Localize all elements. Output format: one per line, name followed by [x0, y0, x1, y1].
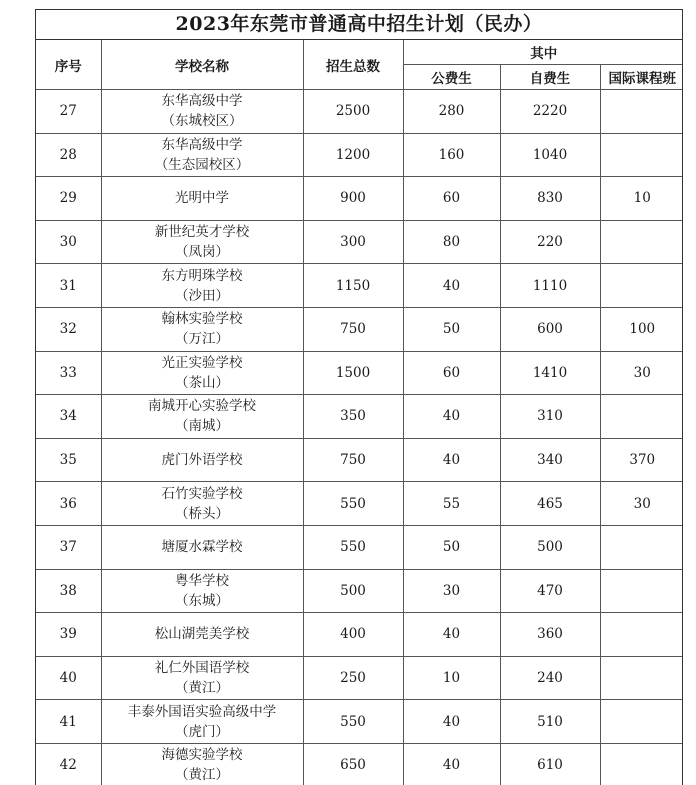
row-self: 310: [500, 395, 600, 439]
table-row: [36, 351, 683, 395]
row-intl: [600, 613, 683, 657]
row-public: 40: [403, 395, 500, 439]
row-total: 350: [303, 395, 403, 439]
table-row: [36, 482, 683, 526]
school-campus: （南城）: [175, 418, 229, 435]
row-self: 220: [500, 220, 600, 264]
row-school: [101, 351, 303, 395]
row-self: 240: [500, 656, 600, 700]
row-intl: [600, 133, 683, 177]
row-public: 40: [403, 438, 500, 482]
table-row: [36, 569, 683, 613]
table-row: [36, 438, 683, 482]
school-name: 光正实验学校: [161, 354, 243, 371]
row-intl: [600, 264, 683, 308]
row-self: 360: [500, 613, 600, 657]
school-name: 南城开心实验学校: [148, 398, 256, 415]
row-total: 1200: [303, 133, 403, 177]
header-index: 序号: [36, 40, 101, 90]
row-index: 36: [36, 482, 101, 526]
row-index: 28: [36, 133, 101, 177]
row-school: [101, 743, 303, 785]
row-total: 900: [303, 177, 403, 221]
row-index: 31: [36, 264, 101, 308]
row-total: 400: [303, 613, 403, 657]
row-total: 1150: [303, 264, 403, 308]
row-self: 2220: [500, 90, 600, 134]
school-campus: （万江）: [175, 331, 229, 348]
school-name: 光明中学: [175, 190, 229, 207]
row-school: [101, 569, 303, 613]
row-public: 40: [403, 700, 500, 744]
row-school: [101, 395, 303, 439]
row-self: 340: [500, 438, 600, 482]
row-public: 50: [403, 307, 500, 351]
school-name: 石竹实验学校: [161, 485, 243, 502]
enrollment-table-sheet: [35, 9, 683, 785]
row-total: 550: [303, 482, 403, 526]
row-public: 55: [403, 482, 500, 526]
row-intl: [600, 569, 683, 613]
enrollment-table: [36, 40, 683, 785]
header-public: 公费生: [403, 65, 500, 90]
table-row: [36, 90, 683, 134]
row-intl: [600, 700, 683, 744]
school-name: 东华高级中学: [161, 136, 243, 153]
school-name: 松山湖莞美学校: [154, 626, 250, 643]
row-self: 830: [500, 177, 600, 221]
row-index: 41: [36, 700, 101, 744]
header-group: 其中: [403, 40, 683, 65]
row-public: 50: [403, 525, 500, 569]
table-row: [36, 525, 683, 569]
row-intl: [600, 656, 683, 700]
row-index: 33: [36, 351, 101, 395]
row-index: 40: [36, 656, 101, 700]
row-self: 470: [500, 569, 600, 613]
row-school: [101, 438, 303, 482]
table-title: 2023年东莞市普通高中招生计划（民办）: [36, 10, 682, 40]
row-intl: 370: [600, 438, 683, 482]
table-row: [36, 395, 683, 439]
table-body: [36, 90, 683, 785]
row-school: [101, 700, 303, 744]
school-campus: （黄江）: [175, 767, 229, 784]
school-name: 翰林实验学校: [161, 311, 243, 328]
row-self: 1110: [500, 264, 600, 308]
school-campus: （凤岗）: [175, 244, 229, 261]
row-index: 37: [36, 525, 101, 569]
row-self: 1040: [500, 133, 600, 177]
row-school: [101, 133, 303, 177]
row-school: [101, 525, 303, 569]
row-total: 500: [303, 569, 403, 613]
row-total: 300: [303, 220, 403, 264]
table-row: [36, 264, 683, 308]
row-total: 1500: [303, 351, 403, 395]
row-school: [101, 307, 303, 351]
row-index: 42: [36, 743, 101, 785]
row-public: 40: [403, 264, 500, 308]
row-self: 1410: [500, 351, 600, 395]
row-intl: 10: [600, 177, 683, 221]
row-index: 30: [36, 220, 101, 264]
table-row: [36, 220, 683, 264]
row-index: 29: [36, 177, 101, 221]
table-row: [36, 177, 683, 221]
header-row-top: [36, 40, 683, 65]
school-name: 礼仁外国语学校: [154, 660, 250, 677]
row-public: 30: [403, 569, 500, 613]
school-name: 东方明珠学校: [161, 267, 243, 284]
table-row: [36, 743, 683, 785]
row-public: 40: [403, 613, 500, 657]
row-intl: 100: [600, 307, 683, 351]
row-public: 80: [403, 220, 500, 264]
school-name: 东华高级中学: [161, 93, 243, 110]
row-self: 500: [500, 525, 600, 569]
row-total: 250: [303, 656, 403, 700]
school-campus: （生态园校区）: [154, 156, 250, 173]
row-self: 465: [500, 482, 600, 526]
row-school: [101, 656, 303, 700]
row-total: 750: [303, 438, 403, 482]
table-row: [36, 133, 683, 177]
row-index: 34: [36, 395, 101, 439]
row-index: 38: [36, 569, 101, 613]
row-public: 40: [403, 743, 500, 785]
row-intl: [600, 743, 683, 785]
header-total: 招生总数: [303, 40, 403, 90]
row-intl: [600, 525, 683, 569]
school-campus: （桥头）: [175, 505, 229, 522]
row-index: 27: [36, 90, 101, 134]
school-campus: （茶山）: [175, 374, 229, 391]
table-row: [36, 307, 683, 351]
school-name: 粤华学校: [175, 572, 229, 589]
row-index: 35: [36, 438, 101, 482]
row-public: 60: [403, 177, 500, 221]
row-school: [101, 177, 303, 221]
school-campus: （东城校区）: [161, 113, 243, 130]
header-intl: 国际课程班: [600, 65, 683, 90]
row-total: 550: [303, 525, 403, 569]
row-total: 550: [303, 700, 403, 744]
school-campus: （虎门）: [175, 723, 229, 740]
row-school: [101, 613, 303, 657]
row-school: [101, 264, 303, 308]
row-total: 650: [303, 743, 403, 785]
row-intl: [600, 220, 683, 264]
row-total: 2500: [303, 90, 403, 134]
school-name: 塘厦水霖学校: [161, 539, 243, 556]
row-total: 750: [303, 307, 403, 351]
school-campus: （东城）: [175, 592, 229, 609]
table-row: [36, 656, 683, 700]
row-self: 600: [500, 307, 600, 351]
table-row: [36, 613, 683, 657]
row-self: 510: [500, 700, 600, 744]
row-intl: 30: [600, 351, 683, 395]
row-index: 39: [36, 613, 101, 657]
school-name: 海德实验学校: [161, 747, 243, 764]
header-self: 自费生: [500, 65, 600, 90]
school-name: 丰泰外国语实验高级中学: [127, 703, 277, 720]
school-name: 新世纪英才学校: [154, 224, 250, 241]
row-school: [101, 482, 303, 526]
row-index: 32: [36, 307, 101, 351]
row-public: 10: [403, 656, 500, 700]
row-intl: [600, 90, 683, 134]
row-public: 60: [403, 351, 500, 395]
row-school: [101, 90, 303, 134]
row-public: 280: [403, 90, 500, 134]
school-name: 虎门外语学校: [161, 452, 243, 469]
row-public: 160: [403, 133, 500, 177]
row-self: 610: [500, 743, 600, 785]
header-school: 学校名称: [101, 40, 303, 90]
school-campus: （黄江）: [175, 680, 229, 697]
row-school: [101, 220, 303, 264]
school-campus: （沙田）: [175, 287, 229, 304]
row-intl: [600, 395, 683, 439]
row-intl: 30: [600, 482, 683, 526]
table-row: [36, 700, 683, 744]
